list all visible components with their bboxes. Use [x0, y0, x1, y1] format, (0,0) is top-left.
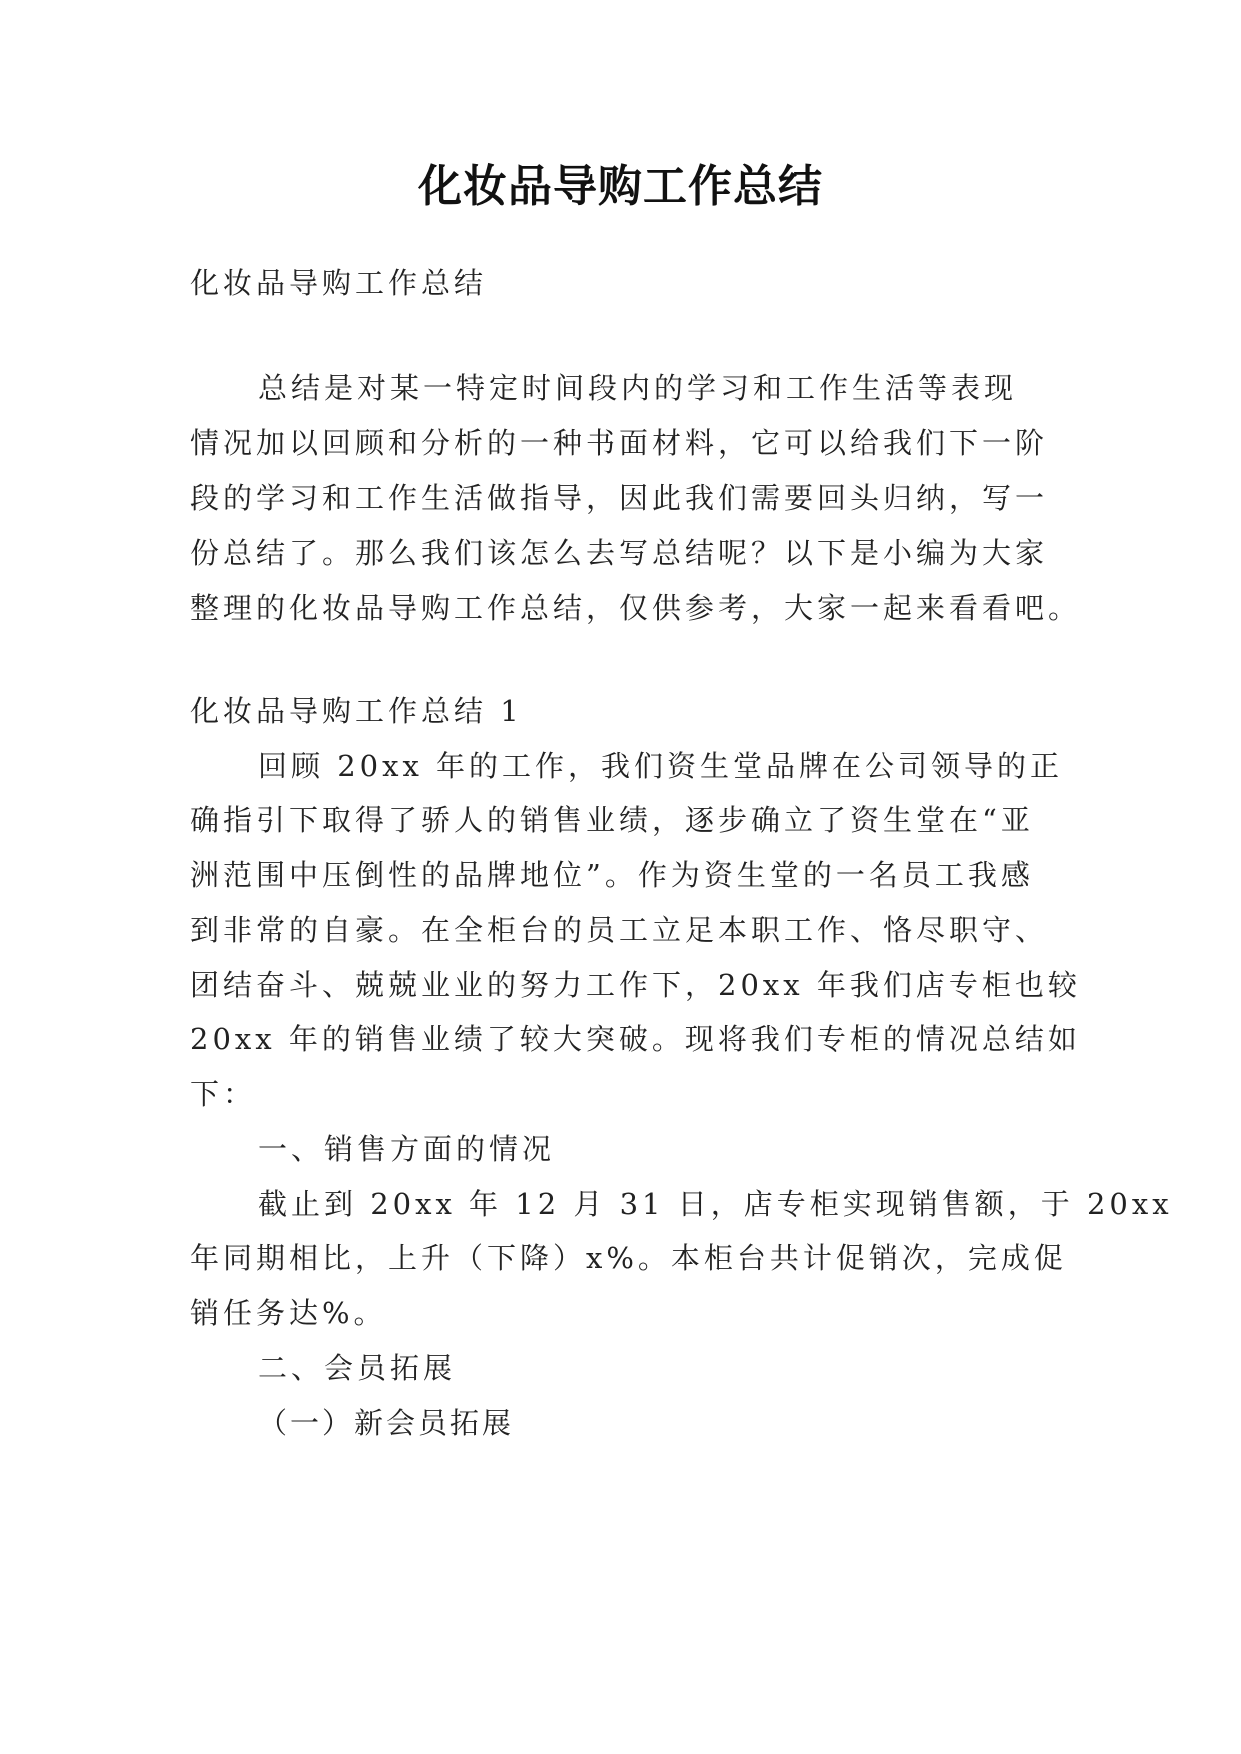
sales-line: 年同期相比，上升（下降）x%。本柜台共计促销次，完成促	[190, 1241, 1067, 1275]
body-line: 20xx 年的销售业绩了较大突破。现将我们专柜的情况总结如	[190, 1022, 1081, 1056]
heading-sales: 一、销售方面的情况	[258, 1132, 556, 1166]
body-line: 下：	[190, 1077, 257, 1111]
sales-line: 销任务达%。	[190, 1296, 387, 1330]
body-line: 洲范围中压倒性的品牌地位”。作为资生堂的一名员工我感	[190, 858, 1034, 892]
intro-line: 总结是对某一特定时间段内的学习和工作生活等表现	[258, 371, 1018, 405]
intro-line: 情况加以回顾和分析的一种书面材料，它可以给我们下一阶	[190, 426, 1049, 460]
document-title: 化妆品导购工作总结	[418, 161, 823, 212]
section-heading: 化妆品导购工作总结 1	[190, 694, 523, 728]
sales-line: 截止到 20xx 年 12 月 31 日，店专柜实现销售额，于 20xx	[258, 1187, 1173, 1221]
intro-line: 份总结了。那么我们该怎么去写总结呢？以下是小编为大家	[190, 536, 1049, 570]
body-line: 到非常的自豪。在全柜台的员工立足本职工作、恪尽职守、	[190, 913, 1049, 947]
intro-line: 段的学习和工作生活做指导，因此我们需要回头归纳，写一	[190, 481, 1049, 515]
document-subtitle: 化妆品导购工作总结	[190, 266, 488, 300]
body-line: 确指引下取得了骄人的销售业绩，逐步确立了资生堂在“亚	[190, 803, 1034, 837]
intro-line: 整理的化妆品导购工作总结，仅供参考，大家一起来看看吧。	[190, 591, 1082, 625]
body-line: 回顾 20xx 年的工作，我们资生堂品牌在公司领导的正	[258, 749, 1064, 783]
body-line: 团结奋斗、兢兢业业的努力工作下，20xx 年我们店专柜也较	[190, 968, 1081, 1002]
heading-members: 二、会员拓展	[258, 1351, 457, 1385]
heading-new-members: （一）新会员拓展	[258, 1406, 515, 1440]
